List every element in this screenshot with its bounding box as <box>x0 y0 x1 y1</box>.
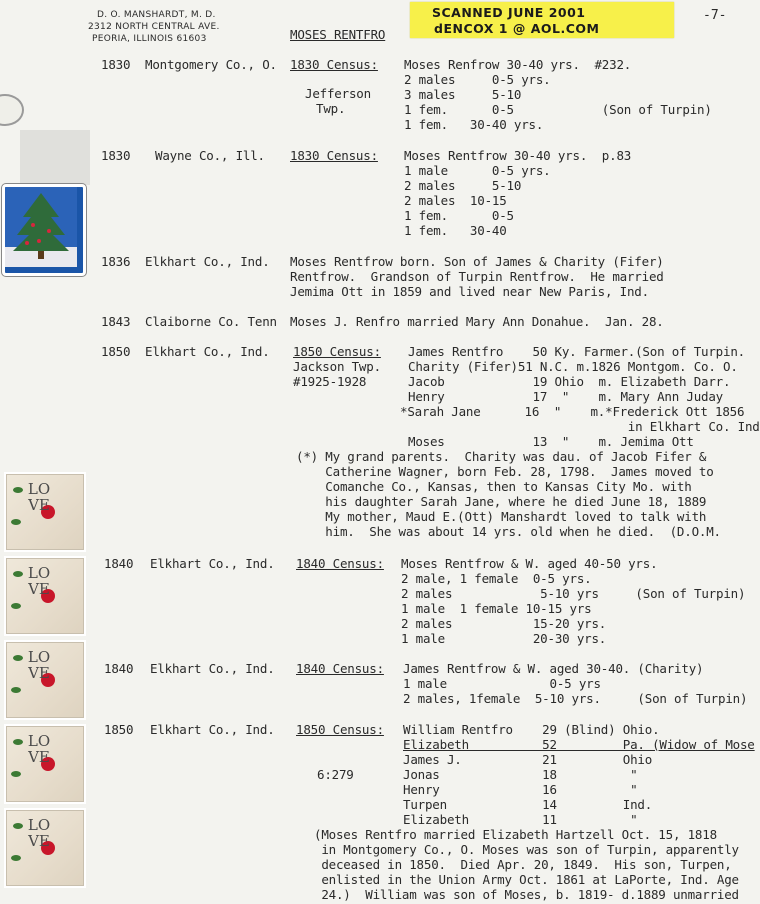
page-number: -7- <box>703 8 727 23</box>
note-line: (Moses Rentfro married Elizabeth Hartzell Oct. 15, 1818 <box>314 827 717 842</box>
entry-source: 1850 Census: <box>293 344 381 359</box>
census-row: James J. 21 Ohio <box>403 752 653 767</box>
census-row: in Elkhart Co. Ind <box>408 419 760 434</box>
entry-place: Elkhart Co., Ind. <box>145 254 270 269</box>
scan-note <box>410 2 674 38</box>
note-line: Comanche Co., Kansas, then to Kansas City Mo. with <box>296 479 692 494</box>
note-line: him. She was about 14 yrs. old when he died. (D.O.M. <box>296 524 721 539</box>
census-row: Elizabeth 11 " <box>403 812 638 827</box>
entry-place-detail: Twp. <box>316 101 346 116</box>
entry-line: 2 male, 1 female 0-5 yrs. <box>401 571 592 586</box>
entry-year: 1850 <box>101 344 131 359</box>
author-name: D. O. MANSHARDT, M. D. <box>97 10 216 20</box>
love-stamp-icon <box>6 474 84 550</box>
entry-year: 1850 <box>104 722 134 737</box>
christmas-tree-stamp-icon <box>2 184 86 276</box>
entry-place: Elkhart Co., Ind. <box>145 344 270 359</box>
entry-year: 1843 <box>101 314 131 329</box>
entry-place-detail: Jefferson <box>305 86 371 101</box>
entry-line: 1 male 0-5 yrs. <box>404 163 551 178</box>
entry-source: 1840 Census: <box>296 556 384 571</box>
entry-place-detail: 6:279 <box>317 767 354 782</box>
census-row: Charity (Fifer)51 N.C. m.1826 Montgom. Co. O. <box>408 359 738 374</box>
census-row: Henry 17 " m. Mary Ann Juday <box>408 389 724 404</box>
entry-line: 1 fem. 30-40 yrs. <box>404 117 544 132</box>
entry-line: 1 fem. 0-5 <box>404 208 514 223</box>
census-row: Elizabeth 52 Pa. (Widow of Mose <box>403 737 755 752</box>
census-row: Jacob 19 Ohio m. Elizabeth Darr. <box>408 374 731 389</box>
entry-year: 1830 <box>101 57 131 72</box>
entry-line: 1 male 20-30 yrs. <box>401 631 607 646</box>
note-line: Catherine Wagner, born Feb. 28, 1798. James moved to <box>296 464 714 479</box>
entry-source: 1850 Census: <box>296 722 384 737</box>
scan-note-line2: dENCOX 1 @ AOL.COM <box>434 21 600 36</box>
entry-place-detail: #1925-1928 <box>293 374 367 389</box>
entry-place: Wayne Co., Ill. <box>155 148 265 163</box>
note-line: 24.) William was son of Moses, b. 1819- d.1889 unmarried <box>314 887 739 902</box>
author-address: 2312 NORTH CENTRAL AVE. <box>88 22 220 32</box>
entry-line: Moses Rentfrow & W. aged 40-50 yrs. <box>401 556 658 571</box>
entry-year: 1836 <box>101 254 131 269</box>
note-line: My mother, Maud E.(Ott) Manshardt loved to talk with <box>296 509 707 524</box>
entry-line: Rentfrow. Grandson of Turpin Rentfrow. He married <box>290 269 664 284</box>
entry-line: 2 males 15-20 yrs. <box>401 616 607 631</box>
entry-line: James Rentfrow & W. aged 30-40. (Charity) <box>403 661 704 676</box>
entry-line: 2 males 10-15 <box>404 193 507 208</box>
scan-note-line1: SCANNED JUNE 2001 <box>432 5 586 20</box>
entry-source: 1830 Census: <box>290 57 378 72</box>
entry-place-detail: Jackson Twp. <box>293 359 381 374</box>
entry-place: Elkhart Co., Ind. <box>150 556 275 571</box>
binder-hole <box>0 94 24 126</box>
entry-line: 2 males 5-10 <box>404 178 522 193</box>
entry-line: 2 males 0-5 yrs. <box>404 72 551 87</box>
note-line: deceased in 1850. Died Apr. 20, 1849. His son, Turpen, <box>314 857 732 872</box>
love-stamp-label: LOVE <box>27 648 51 682</box>
entry-source: 1830 Census: <box>290 148 378 163</box>
entry-place: Montgomery Co., O. <box>145 57 277 72</box>
census-row: James Rentfro 50 Ky. Farmer.(Son of Turpin. <box>408 344 745 359</box>
entry-line: 2 males 5-10 yrs (Son of Turpin) <box>401 586 746 601</box>
entry-year: 1840 <box>104 661 134 676</box>
entry-line: Jemima Ott in 1859 and lived near New Paris, Ind. <box>290 284 649 299</box>
note-line: in Montgomery Co., O. Moses was son of Turpin, apparently <box>314 842 739 857</box>
entry-place: Elkhart Co., Ind. <box>150 661 275 676</box>
entry-place: Claiborne Co. Tenn <box>145 314 277 329</box>
love-stamp-icon <box>6 558 84 634</box>
entry-year: 1840 <box>104 556 134 571</box>
entry-line: 1 fem. 30-40 <box>404 223 507 238</box>
page-subject: MOSES RENTFRO <box>290 27 386 42</box>
entry-line: Moses Rentfrow 30-40 yrs. p.83 <box>404 148 632 163</box>
entry-line: Moses J. Renfro married Mary Ann Donahue. Jan. 28. <box>290 314 664 329</box>
entry-line: 1 fem. 0-5 (Son of Turpin) <box>404 102 712 117</box>
love-stamp-icon <box>6 642 84 718</box>
entry-year: 1830 <box>101 148 131 163</box>
entry-line: 3 males 5-10 <box>404 87 522 102</box>
author-city: PEORIA, ILLINOIS 61603 <box>92 34 207 44</box>
note-line: enlisted in the Union Army Oct. 1861 at LaPorte, Ind. Age <box>314 872 739 887</box>
tape-strip <box>20 130 90 185</box>
entry-place: Elkhart Co., Ind. <box>150 722 275 737</box>
love-stamp-label: LOVE <box>27 564 51 598</box>
entry-line: 2 males, 1female 5-10 yrs. (Son of Turpin) <box>403 691 748 706</box>
entry-line: 1 male 0-5 yrs <box>403 676 601 691</box>
love-stamp-icon <box>6 726 84 802</box>
census-row: Turpen 14 Ind. <box>403 797 653 812</box>
census-row: Henry 16 " <box>403 782 638 797</box>
love-stamp-label: LOVE <box>27 732 51 766</box>
note-line: his daughter Sarah Jane, where he died June 18, 1889 <box>296 494 707 509</box>
census-row: William Rentfro 29 (Blind) Ohio. <box>403 722 660 737</box>
census-row: Jonas 18 " <box>403 767 638 782</box>
love-stamp-label: LOVE <box>27 480 51 514</box>
love-stamp-label: LOVE <box>27 816 51 850</box>
entry-source: 1840 Census: <box>296 661 384 676</box>
entry-line: 1 male 1 female 10-15 yrs <box>401 601 592 616</box>
census-row: *Sarah Jane 16 " m.*Frederick Ott 1856 <box>400 404 745 419</box>
entry-line: Moses Renfrow 30-40 yrs. #232. <box>404 57 632 72</box>
note-line: (*) My grand parents. Charity was dau. of Jacob Fifer & <box>296 449 707 464</box>
entry-line: Moses Rentfrow born. Son of James & Charity (Fifer) <box>290 254 664 269</box>
love-stamp-icon <box>6 810 84 886</box>
census-row: Moses 13 " m. Jemima Ott <box>408 434 694 449</box>
